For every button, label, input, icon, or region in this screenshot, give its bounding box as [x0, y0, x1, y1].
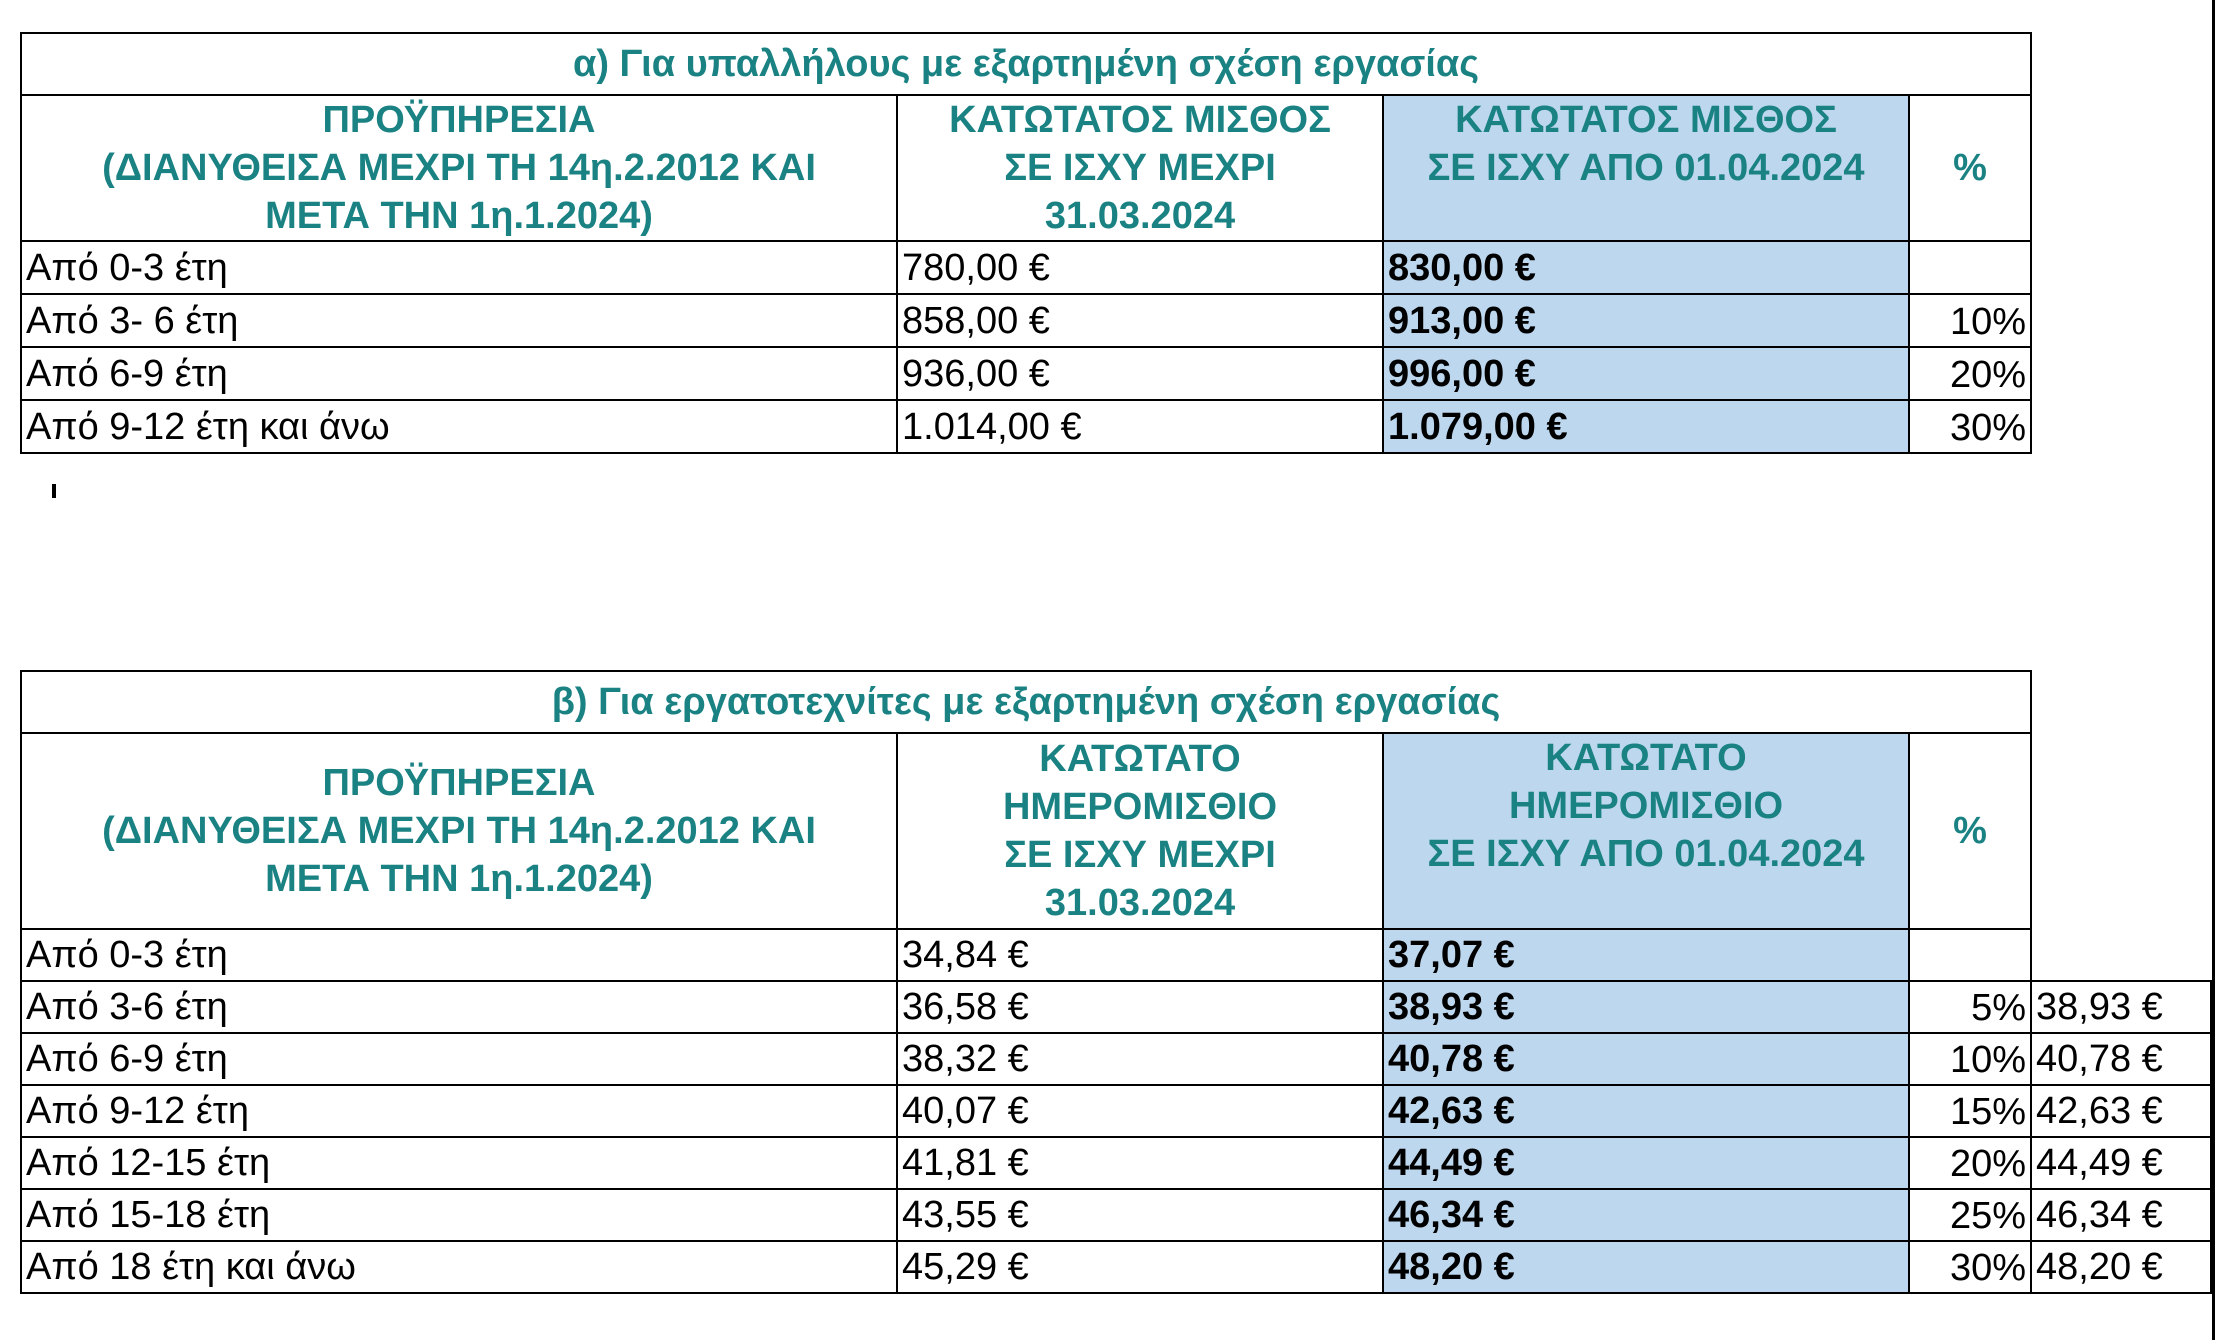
experience-cell: Από 6-9 έτη — [21, 347, 897, 400]
percent-cell: 25% — [1909, 1189, 2031, 1241]
header-line: ΚΑΤΩΤΑΤΟ — [1545, 737, 1747, 779]
old-salary-cell: 780,00 € — [897, 241, 1383, 294]
new-wage-cell: 38,93 € — [1383, 981, 1909, 1033]
percent-cell: 20% — [1909, 347, 2031, 400]
table-b-header-new-wage — [1383, 733, 1909, 929]
header-line: ΗΜΕΡΟΜΙΣΘΙΟ — [1508, 785, 1784, 827]
new-wage-cell: 44,49 € — [1383, 1137, 1909, 1189]
header-line: ΜΕΤΑ ΤΗΝ 1η.1.2024) — [265, 858, 653, 900]
percent-cell: 15% — [1909, 1085, 2031, 1137]
old-wage-cell: 41,81 € — [897, 1137, 1383, 1189]
table-row — [21, 241, 2031, 294]
percent-cell — [1909, 929, 2031, 981]
new-wage-cell: 40,78 € — [1383, 1033, 1909, 1085]
old-wage-cell: 45,29 € — [897, 1241, 1383, 1293]
header-line: ΗΜΕΡΟΜΙΣΘΙΟ — [1002, 786, 1278, 828]
new-wage-cell: 42,63 € — [1383, 1085, 1909, 1137]
percent-cell: 20% — [1909, 1137, 2031, 1189]
experience-cell: Από 18 έτη και άνω — [21, 1241, 897, 1293]
old-wage-cell: 43,55 € — [897, 1189, 1383, 1241]
header-line: ΠΡΟΫΠΗΡΕΣΙΑ — [322, 762, 596, 804]
experience-cell: Από 0-3 έτη — [21, 241, 897, 294]
table-row — [21, 400, 2031, 453]
extra-wage-cell: 38,93 € — [2031, 981, 2211, 1033]
salary-table-employees — [20, 32, 2032, 454]
table-b-header-experience — [21, 733, 897, 929]
old-wage-cell: 40,07 € — [897, 1085, 1383, 1137]
table-row — [21, 1189, 2211, 1241]
percent-cell: 5% — [1909, 981, 2031, 1033]
experience-cell: Από 9-12 έτη — [21, 1085, 897, 1137]
header-line: (ΔΙΑΝΥΘΕΙΣΑ ΜΕΧΡΙ ΤΗ 14η.2.2012 ΚΑΙ — [102, 147, 816, 189]
percent-cell — [1909, 241, 2031, 294]
extra-wage-cell — [2031, 929, 2211, 981]
empty-cell — [2031, 671, 2211, 733]
extra-wage-cell: 42,63 € — [2031, 1085, 2211, 1137]
experience-cell: Από 3-6 έτη — [21, 981, 897, 1033]
table-row — [21, 1085, 2211, 1137]
new-salary-cell: 913,00 € — [1383, 294, 1909, 347]
percent-cell: 30% — [1909, 1241, 2031, 1293]
salary-table-workers — [20, 670, 2212, 1294]
table-row — [21, 294, 2031, 347]
header-line: 31.03.2024 — [1044, 195, 1236, 237]
header-line: ΜΕΤΑ ΤΗΝ 1η.1.2024) — [265, 195, 653, 237]
empty-cell — [2031, 733, 2211, 929]
extra-wage-cell: 44,49 € — [2031, 1137, 2211, 1189]
experience-cell: Από 12-15 έτη — [21, 1137, 897, 1189]
experience-cell: Από 9-12 έτη και άνω — [21, 400, 897, 453]
table-row — [21, 981, 2211, 1033]
header-line: ΚΑΤΩΤΑΤΟΣ ΜΙΣΘΟΣ — [1455, 99, 1837, 141]
old-wage-cell: 36,58 € — [897, 981, 1383, 1033]
table-row — [21, 1137, 2211, 1189]
table-row — [21, 1033, 2211, 1085]
new-salary-cell: 1.079,00 € — [1383, 400, 1909, 453]
old-wage-cell: 38,32 € — [897, 1033, 1383, 1085]
header-line: (ΔΙΑΝΥΘΕΙΣΑ ΜΕΧΡΙ ΤΗ 14η.2.2012 ΚΑΙ — [102, 810, 816, 852]
new-wage-cell: 48,20 € — [1383, 1241, 1909, 1293]
table-a-header-percent: % — [1909, 95, 2031, 241]
table-row — [21, 347, 2031, 400]
percent-cell: 10% — [1909, 294, 2031, 347]
experience-cell: Από 0-3 έτη — [21, 929, 897, 981]
table-a-header-experience — [21, 95, 897, 241]
percent-cell: 30% — [1909, 400, 2031, 453]
extra-wage-cell: 46,34 € — [2031, 1189, 2211, 1241]
header-line: ΚΑΤΩΤΑΤΟ — [1039, 738, 1241, 780]
extra-wage-cell: 48,20 € — [2031, 1241, 2211, 1293]
header-line: ΣΕ ΙΣΧΥ ΑΠΟ 01.04.2024 — [1427, 833, 1865, 875]
old-salary-cell: 858,00 € — [897, 294, 1383, 347]
header-line: 31.03.2024 — [1044, 882, 1236, 924]
stray-mark — [52, 484, 56, 498]
table-a-header-new-salary — [1383, 95, 1909, 241]
new-salary-cell: 996,00 € — [1383, 347, 1909, 400]
old-wage-cell: 34,84 € — [897, 929, 1383, 981]
new-salary-cell: 830,00 € — [1383, 241, 1909, 294]
table-a-title: α) Για υπαλλήλους με εξαρτημένη σχέση εργασίας — [21, 33, 2031, 95]
header-line: ΠΡΟΫΠΗΡΕΣΙΑ — [322, 99, 596, 141]
table-row — [21, 1241, 2211, 1293]
extra-wage-cell: 40,78 € — [2031, 1033, 2211, 1085]
experience-cell: Από 6-9 έτη — [21, 1033, 897, 1085]
new-wage-cell: 37,07 € — [1383, 929, 1909, 981]
new-wage-cell: 46,34 € — [1383, 1189, 1909, 1241]
table-a-header-old-salary — [897, 95, 1383, 241]
percent-cell: 10% — [1909, 1033, 2031, 1085]
header-line: ΣΕ ΙΣΧΥ ΑΠΟ 01.04.2024 — [1427, 147, 1865, 189]
table-row — [21, 929, 2211, 981]
table-b-header-percent: % — [1909, 733, 2031, 929]
old-salary-cell: 936,00 € — [897, 347, 1383, 400]
table-b-title: β) Για εργατοτεχνίτες με εξαρτημένη σχέση εργασίας — [21, 671, 2031, 733]
experience-cell: Από 3- 6 έτη — [21, 294, 897, 347]
header-line: ΚΑΤΩΤΑΤΟΣ ΜΙΣΘΟΣ — [949, 99, 1331, 141]
header-line: ΣΕ ΙΣΧΥ ΜΕΧΡΙ — [1004, 834, 1276, 876]
old-salary-cell: 1.014,00 € — [897, 400, 1383, 453]
table-b-header-old-wage — [897, 733, 1383, 929]
header-line: ΣΕ ΙΣΧΥ ΜΕΧΡΙ — [1004, 147, 1276, 189]
sheet-right-border — [2212, 0, 2215, 1340]
experience-cell: Από 15-18 έτη — [21, 1189, 897, 1241]
